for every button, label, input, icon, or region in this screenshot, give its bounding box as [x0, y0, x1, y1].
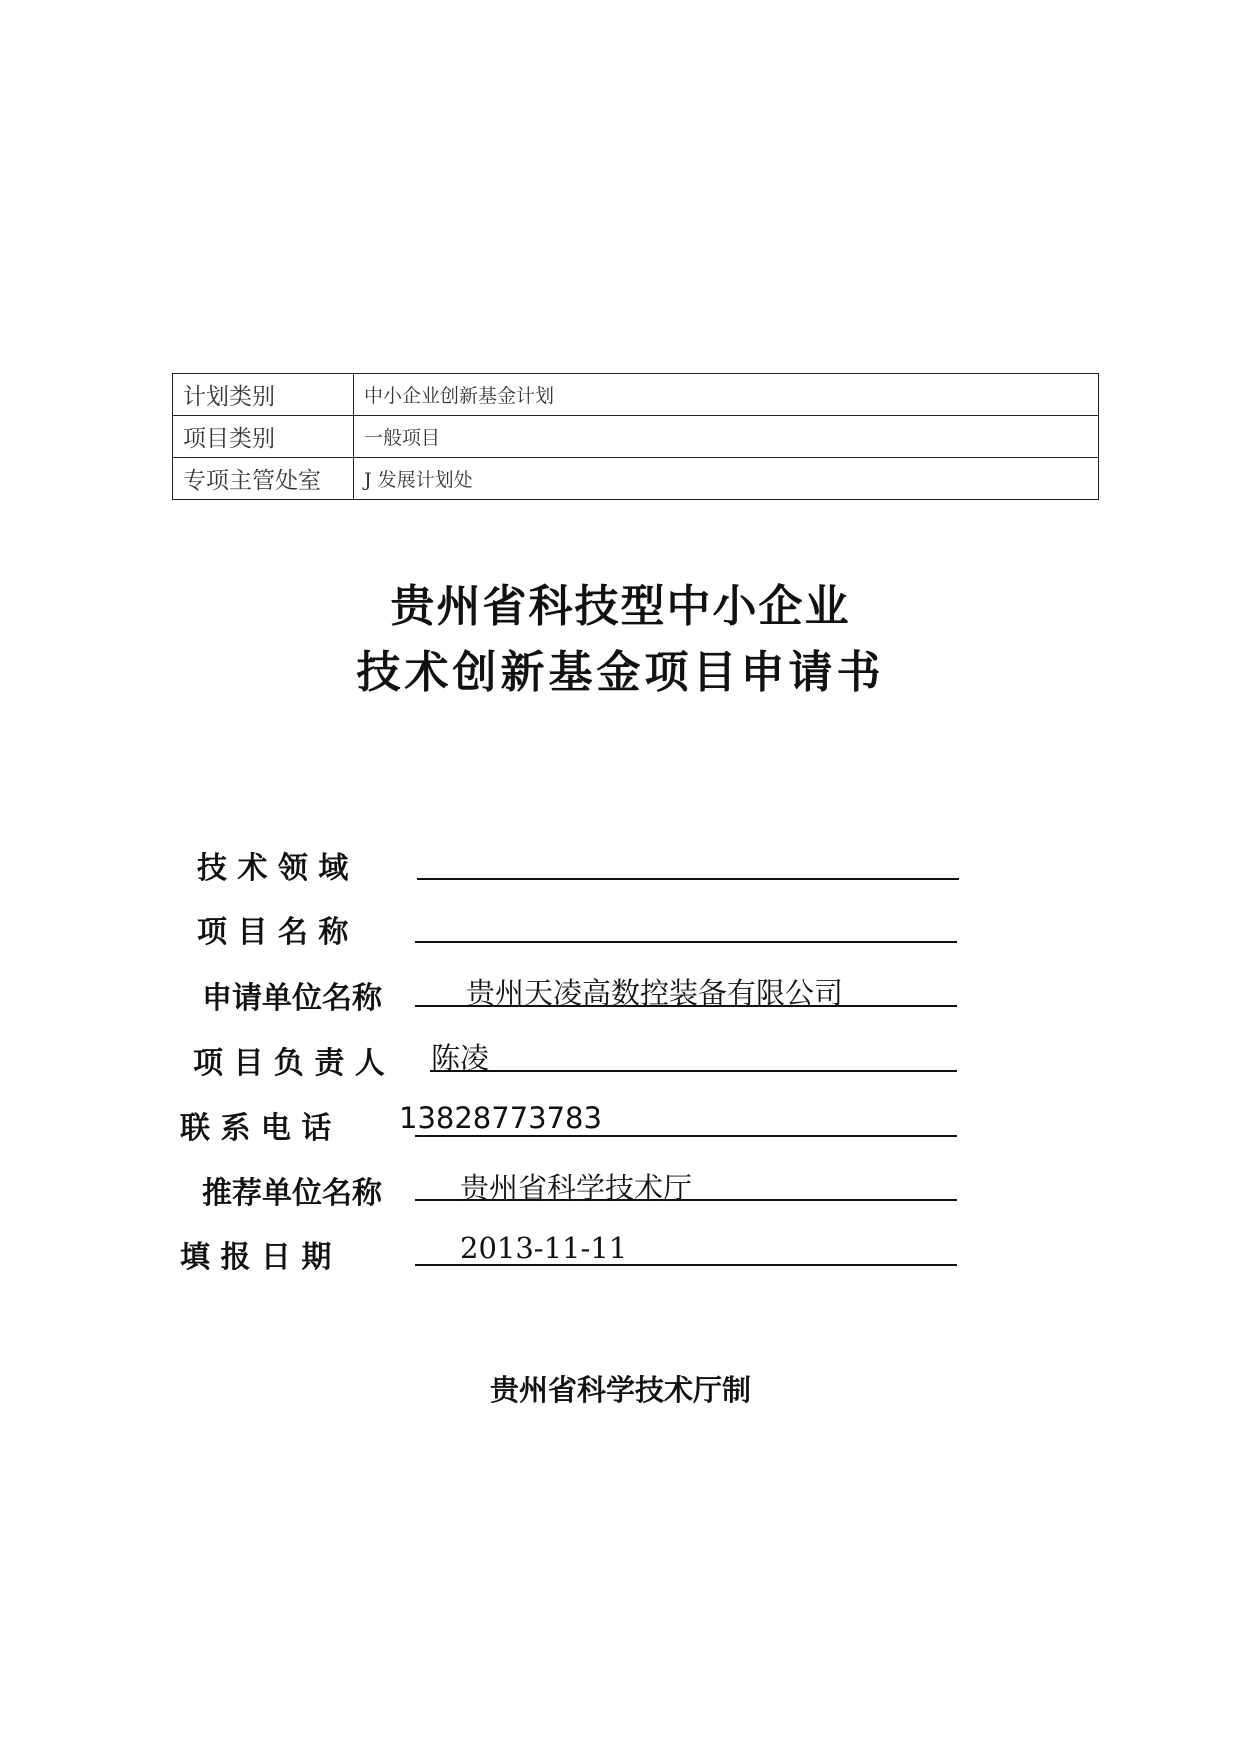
plan-type-label: 计划类别	[173, 374, 354, 416]
fill-date-value: 2013-11-11	[460, 1231, 628, 1265]
info-row-project-type	[173, 416, 1099, 458]
fill-date-label: 填 报 日 期	[180, 1240, 332, 1275]
applicant-unit-value: 贵州天凌高数控装备有限公司	[466, 976, 844, 1010]
plan-type-value: 中小企业创新基金计划	[354, 374, 1099, 416]
project-type-label: 项目类别	[173, 416, 354, 458]
applicant-unit-label: 申请单位名称	[202, 981, 382, 1016]
phone-underline	[415, 1135, 957, 1137]
project-name-underline	[415, 941, 957, 943]
issuer-footer: 贵州省科学技术厅制	[489, 1373, 751, 1407]
project-leader-value: 陈凌	[431, 1041, 490, 1075]
info-row-plan-type	[173, 374, 1099, 416]
project-info-table	[172, 373, 1099, 500]
project-type-value: 一般项目	[354, 416, 1099, 458]
tech-field-underline	[417, 878, 959, 880]
info-row-department	[173, 458, 1099, 500]
document-title-line2: 技术创新基金项目申请书	[356, 647, 885, 698]
project-leader-underline	[430, 1070, 957, 1072]
project-leader-label: 项 目 负 责 人	[193, 1046, 385, 1081]
phone-value: 13828773783	[399, 1101, 602, 1135]
tech-field-label: 技 术 领 域	[197, 851, 349, 886]
phone-label: 联 系 电 话	[180, 1111, 332, 1146]
recommending-unit-value: 贵州省科学技术厅	[460, 1171, 693, 1205]
department-value: J 发展计划处	[354, 458, 1099, 500]
document-title-line1: 贵州省科技型中小企业	[390, 581, 851, 632]
department-label: 专项主管处室	[173, 458, 354, 500]
project-name-label: 项 目 名 称	[197, 915, 349, 950]
recommending-unit-label: 推荐单位名称	[202, 1176, 382, 1211]
